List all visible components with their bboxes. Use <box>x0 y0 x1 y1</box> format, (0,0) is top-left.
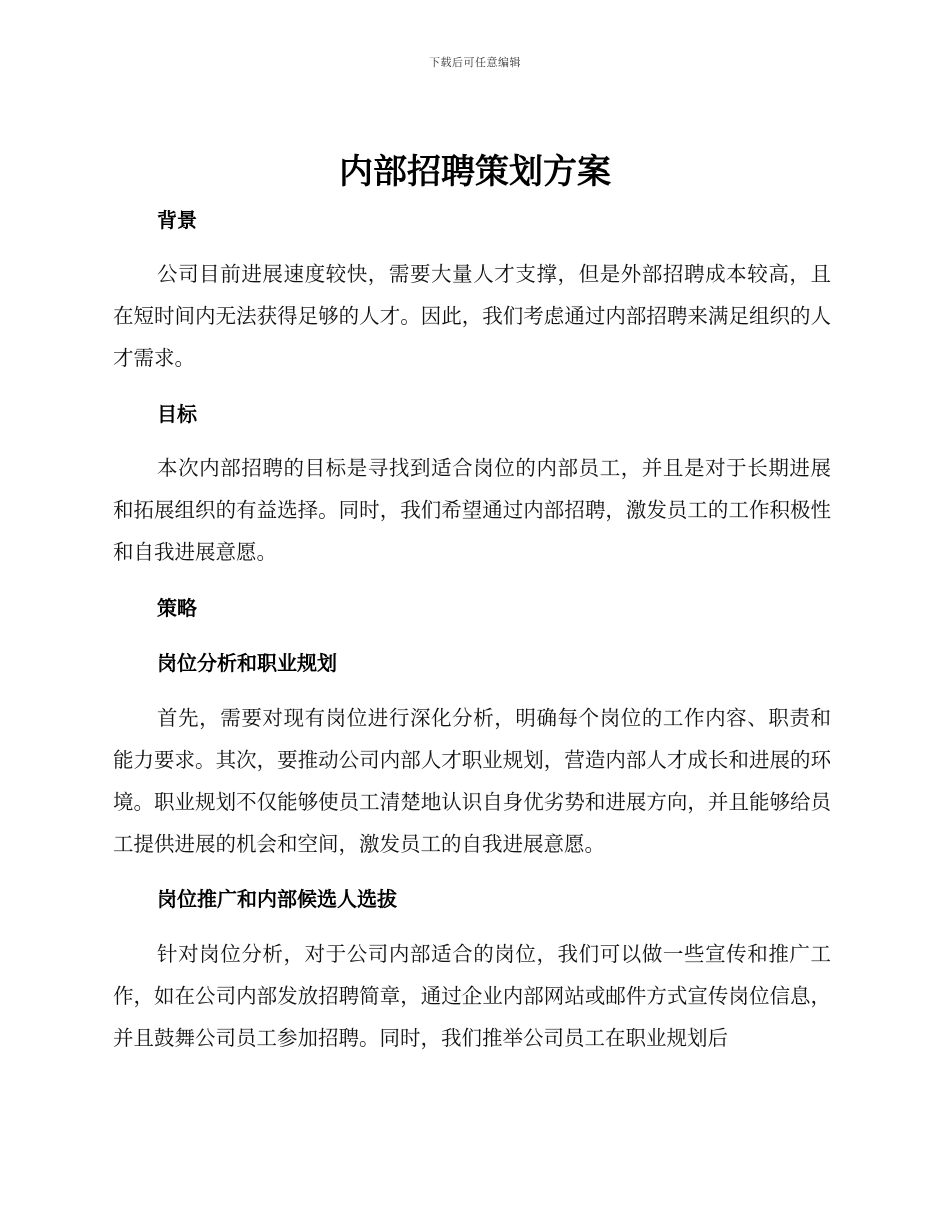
document-title: 内部招聘策划方案 <box>339 152 611 192</box>
section-body-goal: 本次内部招聘的目标是寻找到适合岗位的内部员工，并且是对于长期进展和拓展组织的有益选择。同时，我们希望通过内部招聘，激发员工的工作积极性和自我进展意愿。 <box>113 456 831 564</box>
section-body-background: 公司目前进展速度较快，需要大量人才支撑，但是外部招聘成本较高，且在短时间内无法获得足够的人才。因此，我们考虑通过内部招聘来满足组织的人才需求。 <box>113 262 831 370</box>
section-heading-internal-selection: 岗位推广和内部候选人选拔 <box>157 887 397 911</box>
section-heading-strategy: 策略 <box>157 596 197 620</box>
section-body-internal-selection: 针对岗位分析，对于公司内部适合的岗位，我们可以做一些宣传和推广工作，如在公司内部发放招聘简章，通过企业内部网站或邮件方式宣传岗位信息，并且鼓舞公司员工参加招聘。同时，我们推举公司员工在职业规划后 <box>113 942 831 1050</box>
section-heading-job-analysis: 岗位分析和职业规划 <box>157 651 337 675</box>
section-heading-background: 背景 <box>157 208 197 232</box>
page-header-note: 下载后可任意编辑 <box>429 56 521 69</box>
section-heading-goal: 目标 <box>157 402 197 426</box>
section-body-job-analysis: 首先，需要对现有岗位进行深化分析，明确每个岗位的工作内容、职责和能力要求。其次，要推动公司内部人才职业规划，营造内部人才成长和进展的环境。职业规划不仅能够使员工清楚地认识自身优劣势和进展方向，并且能够给员工提供进展的机会和空间，激发员工的自我进展意愿。 <box>113 706 831 856</box>
